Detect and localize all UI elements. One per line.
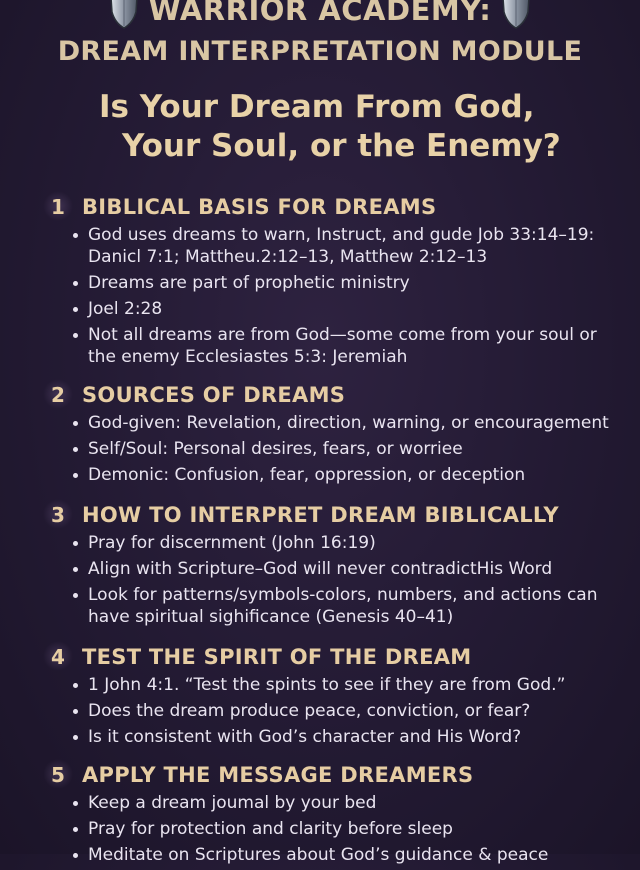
- section-title: APPLY THE MESSAGE DREAMERS: [82, 763, 474, 787]
- section-heading: [0, 760, 640, 790]
- list-item: Pray for discernment (John 16:19): [0, 532, 640, 554]
- section-biblical-basis: [0, 192, 640, 367]
- list-item: Joel 2:28: [0, 298, 640, 320]
- list-item: Keep a dream joumal by your bed: [0, 792, 640, 814]
- list-item: Dreams are part of prophetic ministry: [0, 272, 640, 294]
- section-interpret: [0, 500, 640, 627]
- list-item: Not all dreams are from God—some come from your soul or the enemy Ecclesiastes 5:3: Jeremiah: [0, 324, 640, 368]
- list-item: Self/Soul: Personal desires, fears, or worriee: [0, 438, 640, 460]
- list-item: Look for patterns/symbols-colors, numbers, and actions can have spiritual sighificance (Genesis 40–41): [0, 584, 640, 628]
- section-number: 2: [42, 383, 74, 407]
- question-line-1: Is Your Dream From God,: [99, 89, 535, 125]
- section-test-spirit: [0, 642, 640, 747]
- list-item: God uses dreams to warn, Instruct, and gude Job 33:14–19: Danicl 7:1; Mattheu.2:12–13, Matthew 2:12–13: [0, 224, 640, 268]
- list-item: Does the dream produce peace, conviction, or fear?: [0, 700, 640, 722]
- list-item: Is it consistent with God’s character and His Word?: [0, 726, 640, 748]
- section-heading: [0, 192, 640, 222]
- section-title: SOURCES OF DREAMS: [82, 383, 346, 407]
- header-title-row: [0, 0, 640, 30]
- section-title: TEST THE SPIRIT OF THE DREAM: [82, 645, 472, 669]
- section-number: 1: [42, 195, 74, 219]
- section-title: BIBLICAL BASIS FOR DREAMS: [82, 195, 437, 219]
- section-heading: [0, 642, 640, 672]
- section-number: 5: [42, 763, 74, 787]
- list-item: Pray for protection and clarity before sleep: [0, 818, 640, 840]
- section-apply: [0, 760, 640, 865]
- list-item: Meditate on Scriptures about God’s guidance & peace: [0, 844, 640, 866]
- section-heading: [0, 380, 640, 410]
- section-list: [0, 412, 640, 490]
- section-sources: [0, 380, 640, 485]
- section-list: [0, 674, 640, 752]
- list-item: Demonic: Confusion, fear, oppression, or deception: [0, 464, 640, 486]
- section-title: HOW TO INTERPRET DREAM BIBLICALLY: [82, 503, 559, 527]
- section-list: [0, 532, 640, 632]
- section-heading: [0, 500, 640, 530]
- section-list: [0, 224, 640, 372]
- question-line-2: Your Soul, or the Enemy?: [122, 128, 561, 164]
- left-shield-icon: [109, 0, 139, 30]
- module-title: DREAM INTERPRETATION MODULE: [57, 36, 583, 67]
- list-item: Align with Scripture–God will never contradictHis Word: [0, 558, 640, 580]
- academy-title: WARRIOR ACADEMY:: [148, 0, 492, 27]
- header: [0, 0, 640, 67]
- section-number: 3: [42, 503, 74, 527]
- section-number: 4: [42, 645, 74, 669]
- list-item: God-given: Revelation, direction, warning, or encouragement: [0, 412, 640, 434]
- list-item: 1 John 4:1. “Test the spints to see if they are from God.”: [0, 674, 640, 696]
- section-list: [0, 792, 640, 870]
- right-shield-icon: [501, 0, 531, 30]
